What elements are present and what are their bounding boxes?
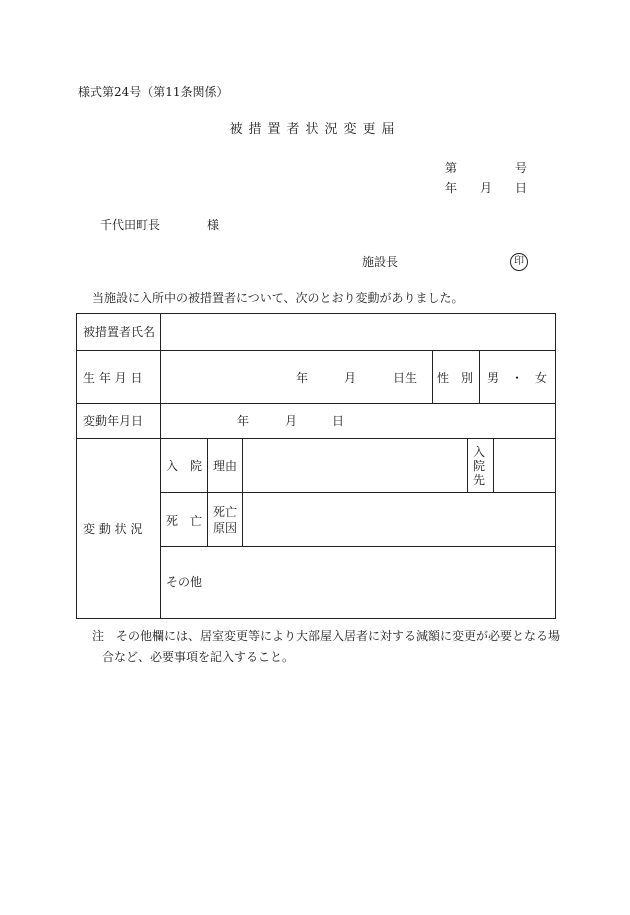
change-year-label: 年 <box>237 414 250 428</box>
change-status-table <box>76 313 556 619</box>
rule-row1 <box>77 350 555 351</box>
doc-number-suffix: 号 <box>515 161 528 175</box>
rule-dest-right <box>493 438 494 492</box>
rule-row3 <box>77 438 555 439</box>
hospital-dest-char-3: 先 <box>473 473 486 487</box>
hospital-dest-char-1: 入 <box>473 445 486 459</box>
birth-month-label: 月 <box>344 371 357 385</box>
sex-options: 男 ・ 女 <box>487 371 548 385</box>
death-cause-line-1: 死亡 <box>213 505 238 519</box>
reason-label: 理由 <box>213 459 238 473</box>
addressee-name: 千代田町長 <box>100 218 161 232</box>
intro-text: 当施設に入所中の被措置者について、次のとおり変動がありました。 <box>92 291 464 305</box>
rule-status-type <box>207 438 208 546</box>
doc-number-prefix: 第 <box>445 161 458 175</box>
birth-day-label: 日生 <box>393 371 418 385</box>
change-day-label: 日 <box>332 414 345 428</box>
form-number: 様式第24号（第11条関係） <box>78 85 229 99</box>
note-line-2: 合など、必要事項を記入すること。 <box>102 650 295 664</box>
addressee-honorific: 様 <box>207 218 220 232</box>
death-cause-line-2: 原因 <box>213 521 238 535</box>
birth-label: 生 年 月 日 <box>83 371 143 385</box>
hospital-dest-char-2: 院 <box>473 459 486 473</box>
document-title: 被措置者状況変更届 <box>229 122 401 137</box>
status-label: 変 動 状 況 <box>83 522 143 536</box>
rule-sex-right <box>479 350 480 403</box>
rule-sex-left <box>432 350 433 403</box>
change-month-label: 月 <box>285 414 298 428</box>
date-month-label: 月 <box>480 181 493 195</box>
rule-reason-column <box>242 438 243 546</box>
hospital-label: 入 院 <box>166 459 203 473</box>
rule-dest-left <box>467 438 468 492</box>
date-day-label: 日 <box>515 181 528 195</box>
death-label: 死 亡 <box>166 514 203 528</box>
facility-head-label: 施設長 <box>362 255 399 269</box>
rule-row2 <box>77 403 555 404</box>
sex-label: 性 別 <box>437 371 474 385</box>
rule-label-column <box>160 314 161 618</box>
name-label: 被措置者氏名 <box>83 325 156 339</box>
seal-mark: 印 <box>510 253 528 271</box>
note-line-1: 注 その他欄には、居室変更等により大部屋入居者に対する減額に変更が必要となる場 <box>92 629 561 643</box>
other-label: その他 <box>166 575 203 589</box>
birth-year-label: 年 <box>296 371 309 385</box>
rule-death-bottom <box>160 546 555 547</box>
date-year-label: 年 <box>445 181 458 195</box>
rule-hospital-bottom <box>160 492 555 493</box>
change-date-label: 変動年月日 <box>83 414 144 428</box>
